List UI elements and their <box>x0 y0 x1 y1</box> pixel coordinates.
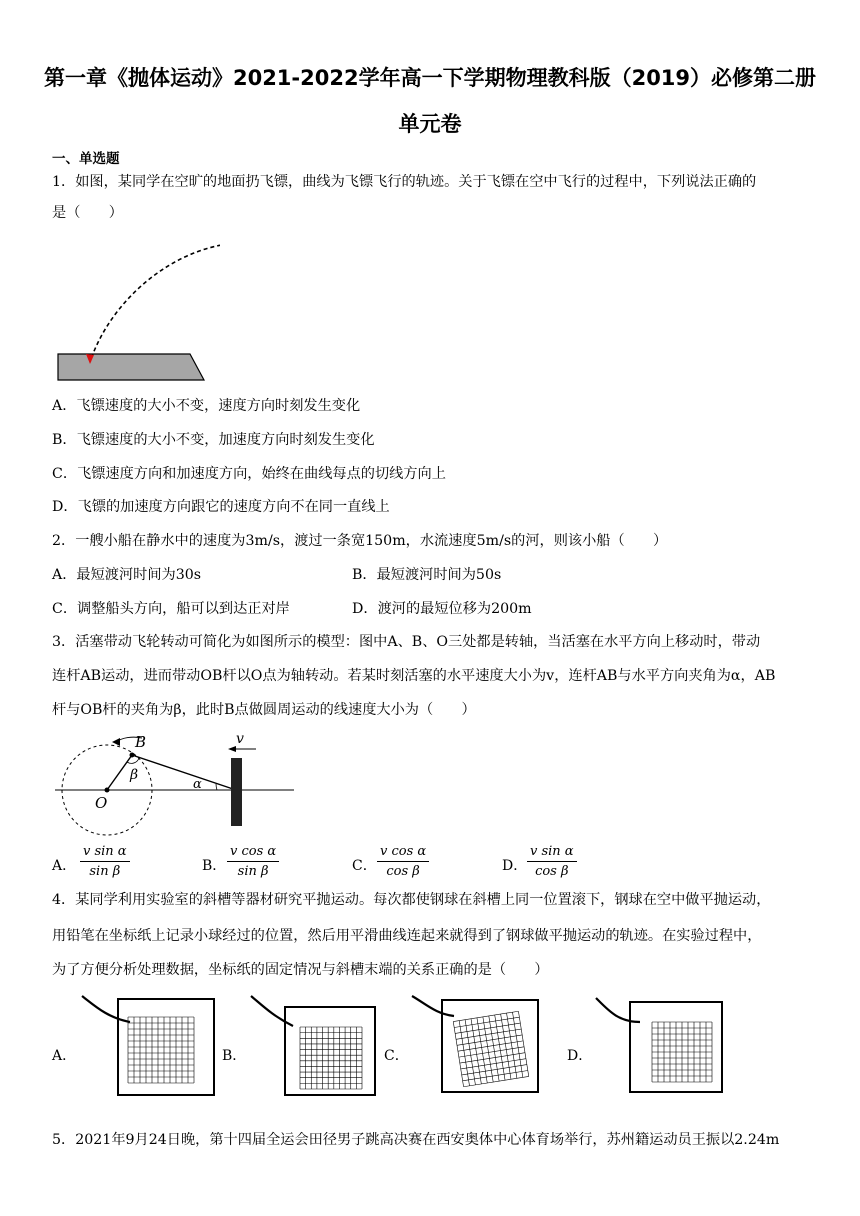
label-o: O <box>95 794 108 812</box>
alpha-arc <box>216 784 217 790</box>
q3-option-a-fraction <box>80 844 130 879</box>
label-beta: β <box>130 767 139 783</box>
q3-stem-line1: 3．活塞带动飞轮转动可简化为如图所示的模型：图中A、B、O三处都是转轴，当活塞在水平方向上移动时，带动 <box>52 634 761 650</box>
q4-figure-c <box>410 992 550 1098</box>
piston-block <box>231 758 242 826</box>
doc-title-line2: 单元卷 <box>398 112 462 136</box>
pivot-b <box>130 753 135 758</box>
q3-option-c-num: v cos α <box>377 844 429 862</box>
dart-trajectory <box>90 244 220 362</box>
doc-title-line1: 第一章《抛体运动》2021-2022学年高一下学期物理教科版（2019）必修第二册 <box>43 66 817 90</box>
q3-option-c-den: cos β <box>386 864 420 879</box>
q4-stem-line2: 用铅笔在坐标纸上记录小球经过的位置，然后用平滑曲线连起来就得到了钢球做平抛运动的轨迹。在实验过程中， <box>52 928 762 944</box>
q1-option-a: A．飞镖速度的大小不变，速度方向时刻发生变化 <box>52 398 361 414</box>
label-b: B <box>135 733 147 751</box>
q1-option-d: D．飞镖的加速度方向跟它的速度方向不在同一直线上 <box>52 499 390 515</box>
q2-option-a: A．最短渡河时间为30s <box>52 567 202 583</box>
q1-dart-figure <box>50 232 220 384</box>
ground-slab <box>58 354 204 380</box>
q4-figure-a <box>80 992 220 1098</box>
label-v: v <box>236 731 244 747</box>
q4-stem-line3: 为了方便分析处理数据，坐标纸的固定情况与斜槽末端的关系正确的是（ ） <box>52 962 549 978</box>
q3-option-b-den: sin β <box>237 864 269 879</box>
q3-option-c-label: C． <box>352 858 377 874</box>
q3-option-a-label: A． <box>52 858 77 874</box>
q3-option-d-fraction <box>527 844 577 879</box>
pivot-o <box>105 788 110 793</box>
q3-option-d-den: cos β <box>535 864 569 879</box>
section-heading: 一、单选题 <box>52 151 120 167</box>
rod-ob <box>107 755 132 790</box>
q3-option-b-fraction <box>227 844 279 879</box>
q4-figure-d <box>592 992 732 1098</box>
q2-option-c: C．调整船头方向，船可以到达正对岸 <box>52 601 290 617</box>
q3-stem-line2: 连杆AB运动，进而带动OB杆以O点为轴转动。若某时刻活塞的水平速度大小为v，连杆AB与水平方向夹角为α，AB <box>52 668 776 684</box>
q4-option-b-label: B． <box>222 1048 247 1064</box>
q4-figure-b <box>245 992 385 1098</box>
rotation-arrow-icon <box>112 738 120 746</box>
q4-option-c-label: C． <box>384 1048 409 1064</box>
q2-option-b: B．最短渡河时间为50s <box>352 567 502 583</box>
q3-option-d-label: D． <box>502 858 528 874</box>
q5-stem-line1: 5．2021年9月24日晚，第十四届全运会田径男子跳高决赛在西安奥体中心体育场举行，苏州籍运动员王振以2.24m <box>52 1132 780 1148</box>
q1-option-c: C．飞镖速度方向和加速度方向，始终在曲线每点的切线方向上 <box>52 466 446 482</box>
q3-option-d-num: v sin α <box>527 844 577 862</box>
q2-option-d: D．渡河的最短位移为200m <box>352 601 532 617</box>
q3-piston-figure <box>50 728 300 836</box>
label-alpha: α <box>193 777 202 792</box>
q1-option-b: B．飞镖速度的大小不变，加速度方向时刻发生变化 <box>52 432 375 448</box>
velocity-arrowhead-icon <box>228 746 236 752</box>
q3-option-b-num: v cos α <box>227 844 279 862</box>
q1-stem-line2: 是（ ） <box>52 205 123 221</box>
q1-stem-line1: 1．如图，某同学在空旷的地面扔飞镖，曲线为飞镖飞行的轨迹。关于飞镖在空中飞行的过程中，下列说法正确的 <box>52 174 757 190</box>
q4-option-d-label: D． <box>567 1048 593 1064</box>
q3-option-b-label: B． <box>202 858 227 874</box>
q3-stem-line3: 杆与OB杆的夹角为β，此时B点做圆周运动的线速度大小为（ ） <box>52 702 476 718</box>
q4-stem-line1: 4．某同学利用实验室的斜槽等器材研究平抛运动。每次都使钢球在斜槽上同一位置滚下，钢球在空中做平抛运动， <box>52 892 771 908</box>
q3-option-a-den: sin β <box>89 864 121 879</box>
q3-option-a-num: v sin α <box>80 844 130 862</box>
q4-option-a-label: A． <box>52 1048 77 1064</box>
rod-ab <box>132 755 236 790</box>
board-b <box>285 1007 375 1095</box>
q2-stem: 2．一艘小船在静水中的速度为3m/s，渡过一条宽150m，水流速度5m/s的河，则该小船（ ） <box>52 533 668 549</box>
q3-option-c-fraction <box>377 844 429 879</box>
